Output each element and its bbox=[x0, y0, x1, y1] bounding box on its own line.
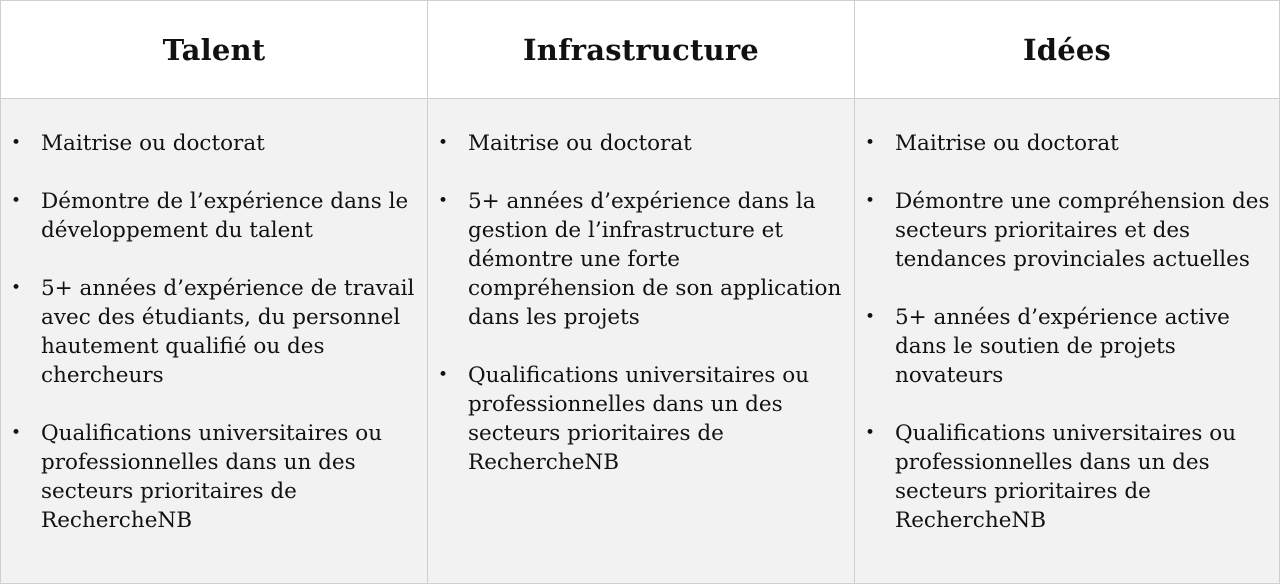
list-item bbox=[855, 419, 1279, 535]
list-item bbox=[855, 303, 1279, 390]
list-item-text: 5+ années d’expérience active dans le soutien de projets novateurs bbox=[895, 305, 1230, 388]
list-item bbox=[1, 129, 427, 158]
bullet-icon: • bbox=[865, 307, 876, 327]
list-item bbox=[428, 187, 854, 332]
list-item bbox=[428, 361, 854, 477]
column-title: Talent bbox=[162, 32, 266, 67]
list-item bbox=[1, 274, 427, 390]
bullet-icon: • bbox=[11, 133, 22, 153]
column-body-talent bbox=[1, 99, 428, 583]
list-item bbox=[1, 187, 427, 245]
list-item bbox=[428, 129, 854, 158]
list-item-text: Qualifications universitaires ou professionnelles dans un des secteurs prioritaires de RechercheNB bbox=[41, 421, 383, 533]
list-item-text: Démontre une compréhension des secteurs prioritaires et des tendances provinciales actuelles bbox=[895, 189, 1270, 272]
list-item-text: Démontre de l’expérience dans le développement du talent bbox=[41, 189, 409, 243]
column-title: Idées bbox=[1022, 32, 1112, 67]
list-item bbox=[855, 187, 1279, 274]
list-item bbox=[1, 419, 427, 535]
column-body-infrastructure bbox=[428, 99, 855, 583]
bullet-icon: • bbox=[11, 423, 22, 443]
criteria-list bbox=[1, 129, 427, 535]
criteria-list bbox=[855, 129, 1279, 535]
bullet-icon: • bbox=[438, 365, 449, 385]
criteria-list bbox=[428, 129, 854, 477]
list-item-text: Maitrise ou doctorat bbox=[468, 131, 692, 156]
column-body-idees bbox=[855, 99, 1279, 583]
list-item-text: Qualifications universitaires ou professionnelles dans un des secteurs prioritaires de RechercheNB bbox=[468, 363, 810, 475]
column-header-talent bbox=[1, 1, 428, 99]
column-header-idees bbox=[855, 1, 1279, 99]
list-item-text: 5+ années d’expérience dans la gestion de l’infrastructure et démontre une forte compréhension de son application dans les projets bbox=[468, 189, 842, 330]
bullet-icon: • bbox=[438, 191, 449, 211]
bullet-icon: • bbox=[865, 191, 876, 211]
bullet-icon: • bbox=[11, 191, 22, 211]
list-item-text: Maitrise ou doctorat bbox=[41, 131, 265, 156]
bullet-icon: • bbox=[865, 133, 876, 153]
list-item-text: Qualifications universitaires ou professionnelles dans un des secteurs prioritaires de RechercheNB bbox=[895, 421, 1237, 533]
column-title: Infrastructure bbox=[523, 32, 759, 67]
list-item-text: 5+ années d’expérience de travail avec des étudiants, du personnel hautement qualifié ou des chercheurs bbox=[41, 276, 415, 388]
list-item bbox=[855, 129, 1279, 158]
bullet-icon: • bbox=[865, 423, 876, 443]
list-item-text: Maitrise ou doctorat bbox=[895, 131, 1119, 156]
bullet-icon: • bbox=[438, 133, 449, 153]
bullet-icon: • bbox=[11, 278, 22, 298]
column-header-infrastructure bbox=[428, 1, 855, 99]
